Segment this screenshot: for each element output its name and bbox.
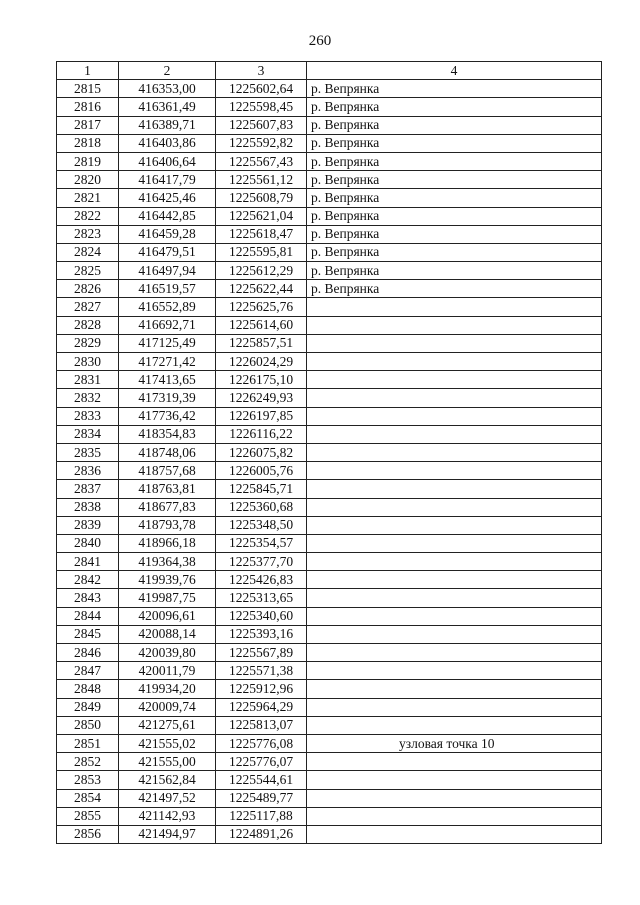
y-coordinate-cell: 1225313,65 [216,589,307,607]
table-row [57,753,602,771]
note-cell: р. Вепрянка [307,225,602,243]
point-number-cell: 2841 [57,553,119,571]
note-cell [307,753,602,771]
y-coordinate-cell: 1225117,88 [216,807,307,825]
y-coordinate-cell: 1225612,29 [216,262,307,280]
x-coordinate-cell: 421555,02 [119,734,216,752]
point-number-cell: 2825 [57,262,119,280]
note-cell [307,425,602,443]
table-row [57,116,602,134]
note-cell: р. Вепрянка [307,116,602,134]
y-coordinate-cell: 1225340,60 [216,607,307,625]
y-coordinate-cell: 1226024,29 [216,353,307,371]
y-coordinate-cell: 1226005,76 [216,462,307,480]
y-coordinate-cell: 1225567,89 [216,644,307,662]
note-cell: р. Вепрянка [307,171,602,189]
x-coordinate-cell: 418763,81 [119,480,216,498]
table-row [57,189,602,207]
y-coordinate-cell: 1225489,77 [216,789,307,807]
x-coordinate-cell: 416389,71 [119,116,216,134]
table-row [57,407,602,425]
point-number-cell: 2816 [57,98,119,116]
x-coordinate-cell: 421494,97 [119,825,216,843]
note-cell [307,698,602,716]
x-coordinate-cell: 416417,79 [119,171,216,189]
note-cell [307,589,602,607]
note-cell: узловая точка 10 [307,734,602,752]
table-row [57,807,602,825]
point-number-cell: 2840 [57,534,119,552]
point-number-cell: 2832 [57,389,119,407]
x-coordinate-cell: 420009,74 [119,698,216,716]
point-number-cell: 2856 [57,825,119,843]
note-cell [307,644,602,662]
table-row [57,225,602,243]
y-coordinate-cell: 1225857,51 [216,334,307,352]
point-number-cell: 2855 [57,807,119,825]
note-cell: р. Вепрянка [307,262,602,280]
y-coordinate-cell: 1225595,81 [216,243,307,261]
point-number-cell: 2822 [57,207,119,225]
column-header-3: 3 [216,62,307,80]
y-coordinate-cell: 1225622,44 [216,280,307,298]
table-row [57,553,602,571]
point-number-cell: 2848 [57,680,119,698]
point-number-cell: 2837 [57,480,119,498]
y-coordinate-cell: 1225544,61 [216,771,307,789]
y-coordinate-cell: 1225393,16 [216,625,307,643]
point-number-cell: 2823 [57,225,119,243]
point-number-cell: 2815 [57,80,119,98]
point-number-cell: 2836 [57,462,119,480]
table-row [57,98,602,116]
y-coordinate-cell: 1225608,79 [216,189,307,207]
table-row [57,353,602,371]
y-coordinate-cell: 1225602,64 [216,80,307,98]
point-number-cell: 2817 [57,116,119,134]
column-header-2: 2 [119,62,216,80]
y-coordinate-cell: 1225912,96 [216,680,307,698]
x-coordinate-cell: 417736,42 [119,407,216,425]
x-coordinate-cell: 417271,42 [119,353,216,371]
x-coordinate-cell: 419987,75 [119,589,216,607]
y-coordinate-cell: 1225621,04 [216,207,307,225]
table-body [57,80,602,844]
note-cell [307,553,602,571]
table-row [57,207,602,225]
note-cell [307,516,602,534]
x-coordinate-cell: 417319,39 [119,389,216,407]
note-cell [307,389,602,407]
point-number-cell: 2835 [57,443,119,461]
point-number-cell: 2820 [57,171,119,189]
point-number-cell: 2843 [57,589,119,607]
y-coordinate-cell: 1225354,57 [216,534,307,552]
y-coordinate-cell: 1225377,70 [216,553,307,571]
x-coordinate-cell: 418354,83 [119,425,216,443]
note-cell: р. Вепрянка [307,189,602,207]
point-number-cell: 2839 [57,516,119,534]
note-cell: р. Вепрянка [307,207,602,225]
x-coordinate-cell: 421555,00 [119,753,216,771]
point-number-cell: 2833 [57,407,119,425]
y-coordinate-cell: 1225348,50 [216,516,307,534]
table-row [57,371,602,389]
point-number-cell: 2853 [57,771,119,789]
x-coordinate-cell: 418748,06 [119,443,216,461]
table-row [57,734,602,752]
table-row [57,480,602,498]
point-number-cell: 2851 [57,734,119,752]
point-number-cell: 2842 [57,571,119,589]
y-coordinate-cell: 1225614,60 [216,316,307,334]
point-number-cell: 2831 [57,371,119,389]
x-coordinate-cell: 419939,76 [119,571,216,589]
table-row [57,152,602,170]
note-cell: р. Вепрянка [307,134,602,152]
note-cell [307,625,602,643]
x-coordinate-cell: 418677,83 [119,498,216,516]
x-coordinate-cell: 420039,80 [119,644,216,662]
y-coordinate-cell: 1224891,26 [216,825,307,843]
x-coordinate-cell: 416425,46 [119,189,216,207]
column-header-1: 1 [57,62,119,80]
point-number-cell: 2830 [57,353,119,371]
point-number-cell: 2819 [57,152,119,170]
note-cell: р. Вепрянка [307,280,602,298]
x-coordinate-cell: 416442,85 [119,207,216,225]
note-cell [307,534,602,552]
point-number-cell: 2845 [57,625,119,643]
table-row [57,589,602,607]
point-number-cell: 2838 [57,498,119,516]
page-number: 260 [308,33,332,49]
note-cell [307,771,602,789]
note-cell [307,316,602,334]
table-row [57,425,602,443]
y-coordinate-cell: 1225607,83 [216,116,307,134]
y-coordinate-cell: 1225625,76 [216,298,307,316]
x-coordinate-cell: 416497,94 [119,262,216,280]
table-row [57,625,602,643]
y-coordinate-cell: 1225776,07 [216,753,307,771]
table-row [57,334,602,352]
table-row [57,462,602,480]
table-row [57,789,602,807]
note-cell [307,371,602,389]
note-cell [307,716,602,734]
table-row [57,171,602,189]
point-number-cell: 2834 [57,425,119,443]
y-coordinate-cell: 1225813,07 [216,716,307,734]
table-row [57,498,602,516]
note-cell: р. Вепрянка [307,80,602,98]
point-number-cell: 2849 [57,698,119,716]
point-number-cell: 2827 [57,298,119,316]
y-coordinate-cell: 1225426,83 [216,571,307,589]
y-coordinate-cell: 1225567,43 [216,152,307,170]
y-coordinate-cell: 1225571,38 [216,662,307,680]
table-row [57,443,602,461]
note-cell [307,662,602,680]
table-row [57,262,602,280]
table-row [57,316,602,334]
x-coordinate-cell: 417413,65 [119,371,216,389]
table-row [57,298,602,316]
table-row [57,389,602,407]
x-coordinate-cell: 421562,84 [119,771,216,789]
note-cell [307,407,602,425]
table-row [57,716,602,734]
x-coordinate-cell: 418793,78 [119,516,216,534]
y-coordinate-cell: 1226116,22 [216,425,307,443]
note-cell [307,789,602,807]
x-coordinate-cell: 421497,52 [119,789,216,807]
y-coordinate-cell: 1225964,29 [216,698,307,716]
y-coordinate-cell: 1225618,47 [216,225,307,243]
x-coordinate-cell: 418757,68 [119,462,216,480]
x-coordinate-cell: 420096,61 [119,607,216,625]
x-coordinate-cell: 417125,49 [119,334,216,352]
column-header-4: 4 [307,62,602,80]
x-coordinate-cell: 420088,14 [119,625,216,643]
table-row [57,571,602,589]
table-row [57,662,602,680]
table-row [57,698,602,716]
table-row [57,680,602,698]
note-cell: р. Вепрянка [307,98,602,116]
note-cell [307,807,602,825]
note-cell [307,498,602,516]
y-coordinate-cell: 1226075,82 [216,443,307,461]
x-coordinate-cell: 416552,89 [119,298,216,316]
point-number-cell: 2846 [57,644,119,662]
y-coordinate-cell: 1226175,10 [216,371,307,389]
x-coordinate-cell: 416361,49 [119,98,216,116]
note-cell [307,443,602,461]
note-cell [307,607,602,625]
x-coordinate-cell: 419934,20 [119,680,216,698]
table-row [57,134,602,152]
table-row [57,825,602,843]
table-row [57,607,602,625]
table-row [57,534,602,552]
point-number-cell: 2847 [57,662,119,680]
table-row [57,771,602,789]
x-coordinate-cell: 421275,61 [119,716,216,734]
table-row [57,280,602,298]
coordinates-table [56,61,602,844]
table-row [57,80,602,98]
point-number-cell: 2828 [57,316,119,334]
x-coordinate-cell: 416479,51 [119,243,216,261]
note-cell [307,680,602,698]
x-coordinate-cell: 420011,79 [119,662,216,680]
x-coordinate-cell: 416519,57 [119,280,216,298]
x-coordinate-cell: 416459,28 [119,225,216,243]
y-coordinate-cell: 1225360,68 [216,498,307,516]
point-number-cell: 2854 [57,789,119,807]
note-cell [307,825,602,843]
y-coordinate-cell: 1225592,82 [216,134,307,152]
point-number-cell: 2824 [57,243,119,261]
note-cell [307,462,602,480]
y-coordinate-cell: 1225598,45 [216,98,307,116]
note-cell: р. Вепрянка [307,152,602,170]
note-cell [307,353,602,371]
note-cell [307,571,602,589]
x-coordinate-cell: 416692,71 [119,316,216,334]
point-number-cell: 2821 [57,189,119,207]
point-number-cell: 2852 [57,753,119,771]
y-coordinate-cell: 1225776,08 [216,734,307,752]
point-number-cell: 2829 [57,334,119,352]
y-coordinate-cell: 1225561,12 [216,171,307,189]
table-row [57,243,602,261]
y-coordinate-cell: 1226249,93 [216,389,307,407]
note-cell [307,334,602,352]
note-cell [307,480,602,498]
table-row [57,644,602,662]
point-number-cell: 2818 [57,134,119,152]
point-number-cell: 2826 [57,280,119,298]
x-coordinate-cell: 419364,38 [119,553,216,571]
point-number-cell: 2850 [57,716,119,734]
x-coordinate-cell: 418966,18 [119,534,216,552]
x-coordinate-cell: 416403,86 [119,134,216,152]
x-coordinate-cell: 416406,64 [119,152,216,170]
y-coordinate-cell: 1225845,71 [216,480,307,498]
point-number-cell: 2844 [57,607,119,625]
table-row [57,516,602,534]
note-cell: р. Вепрянка [307,243,602,261]
table-header-row [57,62,602,80]
x-coordinate-cell: 416353,00 [119,80,216,98]
x-coordinate-cell: 421142,93 [119,807,216,825]
y-coordinate-cell: 1226197,85 [216,407,307,425]
note-cell [307,298,602,316]
